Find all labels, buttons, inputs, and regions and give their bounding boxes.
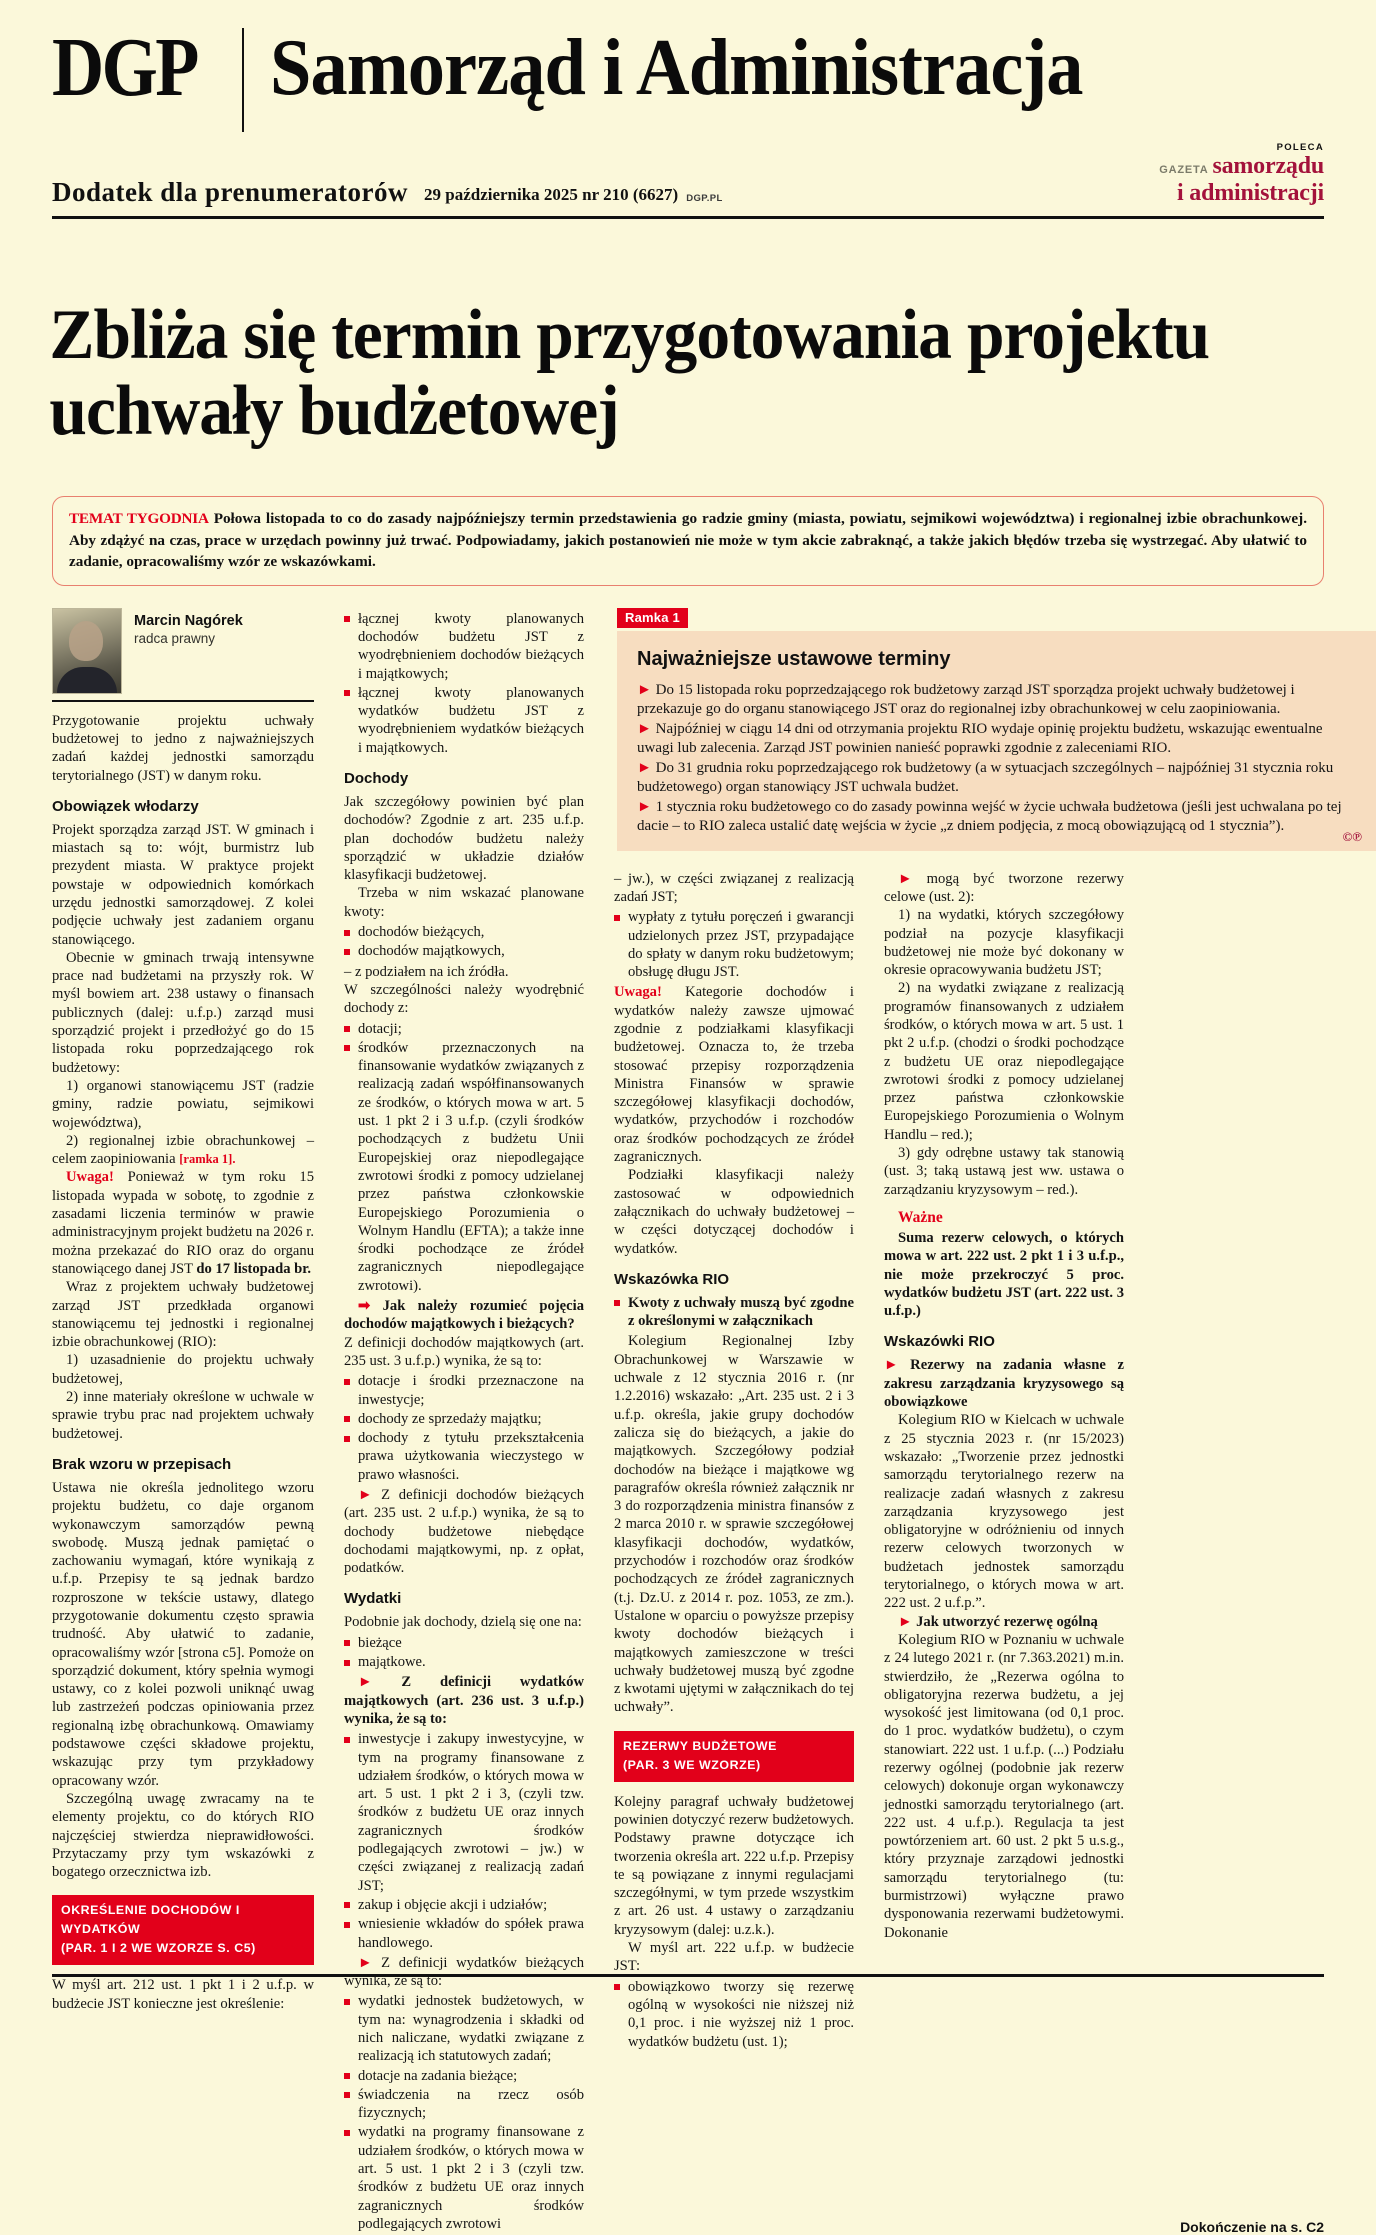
heading-dochody: Dochody bbox=[344, 770, 409, 787]
arrow-icon: ► bbox=[637, 759, 652, 776]
heading-wydatki: Wydatki bbox=[344, 1590, 402, 1608]
column-1 bbox=[52, 608, 314, 2235]
ramka-box bbox=[617, 631, 1376, 851]
arrow-icon: ► bbox=[884, 1357, 899, 1374]
heading-obowiazek: Obowiązek włodarzy bbox=[52, 797, 199, 815]
question-text: Jak należy rozumieć pojęcia dochodów majątkowych i bieżących? bbox=[344, 1298, 584, 1333]
paragraph-text: Z definicji wydatków bieżących wynika, że są to: bbox=[344, 1954, 584, 1990]
paragraph-text: Jak utworzyć rezerwę ogólną bbox=[916, 1613, 1098, 1630]
ramka-item bbox=[637, 798, 1356, 837]
ramka-item-text: Do 31 grudnia roku poprzedzającego rok budżetowy (a w sytuacjach szczególnych – najpóźniej 31 stycznia roku budżetowego) organ stanowiący JST uchwala budżet. bbox=[637, 759, 1334, 796]
paragraph: 2) na wydatki związane z realizacją programów finansowanych z udziałem środków, o których mowa w art. 5 ust. 1 pkt 2 u.f.p. (chodzi o środki pochodzące z budżetu UE oraz niepodlegające zwrotowi środki z pomocy udzielanej przez państwa członkowskie Europejskiego Porozumienia o Wolnym Handlu – red.); bbox=[884, 980, 1124, 1143]
column-4 bbox=[862, 608, 1124, 2235]
promo-gazeta-label: GAZETA bbox=[1159, 164, 1209, 176]
masthead-rule bbox=[52, 216, 1324, 219]
ramka-1 bbox=[617, 608, 1376, 851]
list-item: dochody z tytułu przekształcenia prawa użytkowania wieczystego w prawo własności. bbox=[344, 1429, 584, 1484]
paragraph: Kolegium RIO w Poznaniu w uchwale z 24 lutego 2021 r. (nr 7.363.2021) m.in. stwierdziło, że „Rezerwa ogólna to obligatoryjna rezerwa budżetu, a jej wysokość jest limitowana (od 0,1 proc. do 1 proc. wydatków budżetu), o czym stanowiart. 222 ust. 1 u.f.p. (...) Podziału rezerwy ogólnej (podobnie jak rezerw celowych) dokonuje organ wykonawczy jednostki samorządu terytorialnego (art. 222 ust. 4 u.f.p.). Regulacja ta jest powtórzeniem art. 60 ust. 2 pkt 5 u.s.g., który przyznaje zarządowi jednostki samorządu terytorialnego (tu: burmistrzowi) wyłączne prawo dysponowania rezerwami budżetowymi. Dokonanie bbox=[884, 1631, 1124, 1941]
paragraph bbox=[344, 1673, 584, 1728]
paragraph: W szczególności należy wyodrębnić dochody z: bbox=[344, 981, 584, 1017]
column-2 bbox=[322, 608, 584, 2235]
paragraph: Podobnie jak dochody, dzielą się one na: bbox=[344, 1614, 582, 1631]
paragraph: 1) uzasadnienie do projektu uchwały budżetowej, bbox=[52, 1352, 314, 1387]
paragraph: W myśl art. 212 ust. 1 pkt 1 i 2 u.f.p. w budżecie JST konieczne jest określenie: bbox=[52, 1977, 314, 2012]
paragraph: Kolejny paragraf uchwały budżetowej powinien dotyczyć rezerw budżetowych. Podstawy prawne dotyczące ich tworzenia określa art. 222 u.f.p. Przepisy te są powiązane z innymi regulacjami szczegółnymi, w tym przede wszystkim z art. 26 ust. 4 ustawy o zarządzaniu kryzysowym (dalej: u.z.k.). bbox=[614, 1793, 854, 1938]
deadline-emphasis: do 17 listopada br. bbox=[196, 1260, 312, 1277]
bullets-wydatki-biezace bbox=[344, 1992, 584, 2233]
arrow-icon: ► bbox=[358, 1674, 373, 1691]
author-rule bbox=[52, 700, 314, 702]
bullets-kwoty bbox=[344, 923, 584, 961]
list-item: środków przeznaczonych na finansowanie wydatków związanych z realizacją zadań współfinansowanych ze środków, o których mowa w art. 5 ust. 1 pkt 2 i 3 u.f.p. (czyli środków pochodzących z budżetu Unii Europejskiej oraz niepodlegające zwrotowi środki z pomocy udzielanej przez państwa członkowskie Europejskiego Porozumienia o Wolnym Handlu (EFTA); a także inne środki pochodzące ze źródeł zagranicznych niepodlegające zwrotowi). bbox=[344, 1039, 584, 1295]
list-item: Kwoty z uchwały muszą być zgodne z określonymi w załącznikach bbox=[614, 1294, 854, 1331]
paragraph: Trzeba w nim wskazać planowane kwoty: bbox=[344, 885, 584, 920]
paragraph bbox=[614, 983, 854, 1166]
list-item: świadczenia na rzecz osób fizycznych; bbox=[344, 2086, 584, 2123]
list-item: dochodów bieżących, bbox=[344, 923, 584, 941]
bottom-rule bbox=[52, 1974, 1324, 1977]
arrow-icon: ► bbox=[358, 1486, 373, 1503]
paragraph: 2) inne materiały określone w uchwale w sprawie trybu prac nad projektem uchwały budżetowej. bbox=[52, 1389, 314, 1442]
list-item: wniesienie wkładów do spółek prawa handlowego. bbox=[344, 1915, 584, 1952]
author-block bbox=[52, 608, 314, 700]
paragraph: Obecnie w gminach trwają intensywne prace nad budżetami na przyszły rok. W myśl bowiem art. 238 ustawy o finansach publicznych (dalej: u.f.p.) zarząd musi sporządzić projekt i przedłożyć go do 15 listopada roku poprzedzającego rok budżetowy: bbox=[52, 949, 314, 1076]
list-item: wypłaty z tytułu poręczeń i gwarancji udzielonych przez JST, przypadające do spłaty w danym roku budżetowym; obsługę długu JST. bbox=[614, 908, 854, 981]
promo-title-line1 bbox=[1159, 153, 1324, 181]
paragraph: Ustawa nie określa jednolitego wzoru projektu budżetu, co daje organom wykonawczym samorządów pewną swobodę. Muszą jednak pamiętać o zachowaniu wymagań, które wynikają z u.f.p. Przepisy te są jednak bardzo rozproszone w tekście ustawy, dlatego przygotowanie dokumentu często sprawia trudność. Aby ułatwić to zadanie, opracowaliśmy wzór [strona c5]. Pomoże on sporządzić dokument, który spełnia wymogi ustawy, co z kolei pozwoli uniknąć uwag lub zastrzeżeń podczas opiniowania przez regionalną izbę obrachunkową. Omawiamy podstawowe części składowe projektu, wskazując przy tym przykładowy opracowany wzór. bbox=[52, 1479, 314, 1789]
bullets-top bbox=[344, 610, 584, 757]
ramka-item bbox=[637, 681, 1356, 720]
paragraph-text: mogą być tworzone rezerwy celowe (ust. 2): bbox=[884, 870, 1124, 905]
ramka-reference: [ramka 1]. bbox=[179, 1152, 236, 1167]
paragraph: 3) gdy odrębne ustawy tak stanowią (ust. 3; taką ustawą jest ww. ustawa o zarządzaniu kryzysowym – red.). bbox=[884, 1145, 1124, 1198]
bullets-wydatki-majatkowe bbox=[344, 1730, 584, 1952]
heading-wskazowka-rio: Wskazówka RIO bbox=[614, 1270, 730, 1288]
author-photo bbox=[52, 608, 122, 694]
list-item: dotacje i środki przeznaczone na inwestycje; bbox=[344, 1372, 584, 1409]
paragraph: Z definicji dochodów majątkowych (art. 235 ust. 3 u.f.p.) wynika, że są to: bbox=[344, 1334, 584, 1369]
list-item: majątkowe. bbox=[344, 1653, 584, 1671]
article-columns bbox=[52, 608, 1362, 2235]
banner-line1: OKREŚLENIE DOCHODÓW I WYDATKÓW bbox=[61, 1903, 240, 1937]
lead-tag: TEMAT TYGODNIA bbox=[69, 510, 209, 528]
banner-line2: (PAR. 1 I 2 WE WZORZE S. C5) bbox=[61, 1941, 256, 1956]
promo-block bbox=[1159, 142, 1324, 206]
paragraph bbox=[344, 1954, 584, 1991]
banner-line1: REZERWY BUDŻETOWE bbox=[623, 1738, 777, 1753]
wazne-text: Suma rezerw celowych, o których mowa w art. 222 ust. 2 pkt 1 i 3 u.f.p., nie może przekroczyć 5 proc. wydatków budżetu JST (art. 222 ust. 3 u.f.p.) bbox=[884, 1229, 1124, 1320]
paragraph: Wraz z projektem uchwały budżetowej zarząd JST przedkłada organowi stanowiącemu tej jednostki i regionalnej izbie obrachunkowej (RIO): bbox=[52, 1279, 314, 1351]
uwaga-label: Uwaga! bbox=[614, 984, 662, 1001]
paragraph-text: Kategorie dochodów i wydatków należy zawsze ujmować zgodnie z podziałkami klasyfikacji budżetowej. Oznacza to, że trzeba stosować przepisy rozporządzenia Ministra Finansów w sprawie szczegółowej klasyfikacji dochodów, wydatków, przychodów i rozchodów oraz środków pochodzących ze źródeł zagranicznych. bbox=[614, 984, 854, 1166]
arrow-icon: ➡ bbox=[358, 1298, 371, 1315]
bullets-kwoty-zgodne bbox=[614, 1294, 854, 1331]
list-item: wydatki na programy finansowane z udziałem środków, o których mowa w art. 5 ust. 1 pkt 2 i 3 (czyli tzw. środków z budżetu UE oraz innych zagranicznych środków podlegających zwrotowi bbox=[344, 2123, 584, 2233]
ramka-title: Najważniejsze ustawowe terminy bbox=[637, 647, 951, 670]
ramka-item-text: Do 15 listopada roku poprzedzającego rok budżetowy zarząd JST sporządza projekt uchwały budżetowej i przekazuje go do organu stanowiącego JST oraz do regionalnej izby obrachunkowej w celu zaopiniowania. bbox=[637, 681, 1295, 718]
masthead-title: Samorząd i Administracja bbox=[270, 24, 1083, 112]
promo-kicker: POLECA bbox=[1276, 142, 1324, 153]
bullets-wydatki bbox=[344, 1634, 584, 1672]
ramka-item bbox=[637, 759, 1356, 798]
ramka-item-text: Najpóźniej w ciągu 14 dni od otrzymania projektu RIO wydaje opinię projektu budżetu, wskazując ewentualne uwagi lub zalecenia. Zarząd JST powinien nanieść poprawki zgodnie z zaleceniami RIO. bbox=[637, 720, 1323, 757]
paragraph bbox=[884, 1356, 1124, 1411]
paragraph: Szczególną uwagę zwracamy na te elementy projektu, co do których RIO najczęściej stwierdza nieprawidłowości. Przytaczamy przy tym wskazówki z bogatego orzecznictwa izb. bbox=[52, 1790, 314, 1881]
paragraph: – z podziałem na ich źródła. bbox=[344, 963, 509, 980]
paragraph: Jak szczegółowy powinien być plan dochodów? Zgodnie z art. 235 u.f.p. plan dochodów budżetu należy sporządzić w układzie działów klasyfikacji budżetowej. bbox=[344, 794, 584, 884]
list-item: bieżące bbox=[344, 1634, 584, 1652]
arrow-icon: ► bbox=[898, 1613, 913, 1630]
wazne-label: Ważne bbox=[898, 1208, 943, 1226]
lead-text: Połowa listopada to co do zasady najpóźniejszy termin przedstawienia go radzie gminy (miasta, powiatu, sejmikowi województwa) i regionalnej izbie obrachunkowej. Aby zdążyć na czas, prace w urzędach powinny już trwać. Podpowiadamy, jakich postanowień nie może w tym akcie zabraknąć, a także jakich błędów trzeba się wystrzegać. Aby ułatwić to zadanie, opracowaliśmy wzór ze wskazówkami. bbox=[69, 510, 1307, 571]
dgp-logo: DGP bbox=[52, 21, 197, 114]
paragraph bbox=[52, 1132, 314, 1169]
paragraph: W myśl art. 222 u.f.p. w budżecie JST: bbox=[614, 1940, 854, 1975]
promo-samorzadu: samorządu bbox=[1212, 153, 1324, 179]
issue-date: 29 października 2025 nr 210 (6627) bbox=[423, 185, 679, 204]
paragraph-text: Ponieważ w tym roku 15 listopada wypada w sobotę, to zgodnie z zasadami liczenia terminów w prawie administracyjnym projekt budżetu na 2026 r. można przekazać do RIO oraz do organu stanowiącego danej JST bbox=[52, 1169, 314, 1277]
masthead-subrow bbox=[0, 136, 1376, 208]
question-jak-rozumiec bbox=[344, 1297, 584, 1334]
bullets-majatkowe bbox=[344, 1372, 584, 1484]
bullets-wyplaty bbox=[614, 908, 854, 981]
author-role: radca prawny bbox=[134, 630, 216, 646]
list-item: dochodów majątkowych, bbox=[344, 942, 584, 960]
site-url: DGP.PL bbox=[686, 193, 723, 204]
column-3 bbox=[592, 608, 854, 2235]
arrow-icon: ► bbox=[898, 870, 913, 887]
paragraph-text: Z definicji wydatków majątkowych (art. 236 ust. 3 u.f.p.) wynika, że są to: bbox=[344, 1674, 584, 1727]
copyright-mark: ©℗ bbox=[1342, 828, 1362, 844]
heading-brak-wzoru: Brak wzoru w przepisach bbox=[52, 1455, 232, 1473]
uwaga-label: Uwaga! bbox=[66, 1169, 114, 1186]
paragraph: 1) na wydatki, których szczegółowy podział na pozycje klasyfikacji budżetowej nie może być dokonany w okresie opracowywania budżetu JST; bbox=[884, 907, 1124, 979]
bullets-dochody bbox=[344, 1020, 584, 1295]
lead-paragraph bbox=[69, 508, 1307, 573]
author-name: Marcin Nagórek bbox=[134, 612, 243, 629]
list-item: łącznej kwoty planowanych wydatków budżetu JST z wyodrębnieniem wydatków bieżących i majątkowych. bbox=[344, 684, 584, 757]
list-item: dochody ze sprzedaży majątku; bbox=[344, 1410, 584, 1428]
ramka-tag: Ramka 1 bbox=[617, 608, 688, 628]
intro-paragraph: Przygotowanie projektu uchwały budżetowej to jedno z najważniejszych zadań każdej jednostki samorządu terytorialnego (JST) w danym roku. bbox=[52, 712, 314, 784]
arrow-icon: ► bbox=[358, 1954, 373, 1971]
arrow-icon: ► bbox=[637, 681, 652, 698]
paragraph: Projekt sporządza zarząd JST. W gminach i miastach są to: wójt, burmistrz lub prezydent miasta. W praktyce projekt powstaje w odpowiednich komórkach urzędu jednostki samorządowej. Z kolei podjęcie uchwały jest zadaniem organu stanowiącego. bbox=[52, 821, 314, 948]
paragraph-text: 2) regionalnej izbie obrachunkowej – celem zaopiniowania bbox=[52, 1132, 314, 1168]
paragraph: Kolegium Regionalnej Izby Obrachunkowej w Warszawie w uchwale z 12 stycznia 2016 r. (nr 1.2.2016) wskazało: „Art. 235 ust. 2 i 3 u.f.p. określa, jakie grupy dochodów zalicza się do bieżących, a jakie do majątkowych. Szczegółowy podział dochodów na bieżące i majątkowe wg paragrafów określa również załącznik nr 3 do rozporządzenia ministra finansów z 2 marca 2010 r. w sprawie szczegółowej klasyfikacji dochodów, wydatków, przychodów i rozchodów oraz środków pochodzących ze źródeł zagranicznych (t.j. Dz.U. z 2014 r. poz. 1053, ze zm.). Ustalone w oparciu o powyższe przepisy kwoty dochodów bieżących i majątkowych zamieszczone w treści uchwały budżetowej muszą być zgodne z kwotami ujętymi w załącznikach do tej uchwały”. bbox=[614, 1333, 854, 1716]
lead-box bbox=[52, 496, 1324, 586]
page-title: Zbliża się termin przygotowania projektu uchwały budżetowej bbox=[49, 295, 1210, 450]
paragraph: Kolegium RIO w Kielcach w uchwale z 25 stycznia 2023 r. (nr 15/2023) wskazało: „Tworzenie przez jednostki samorządu terytorialnego rezerw na realizacje zadań własnych z zakresu zarządzania kryzysowego jest obligatoryjne w odróżnieniu od innych rezerw celowych tworzonych w budżetach jednostek samorządu terytorialnego, o których mowa w art. 222 ust. 2 u.f.p.”. bbox=[884, 1412, 1124, 1612]
list-item: zakup i objęcie akcji i udziałów; bbox=[344, 1896, 584, 1914]
arrow-icon: ► bbox=[637, 720, 652, 737]
paragraph-text: Z definicji dochodów bieżących (art. 235 ust. 2 u.f.p.) wynika, że są to dochody budżetowe niebędące dochodami majątkowymi, np. z opłat, podatków. bbox=[344, 1486, 584, 1577]
list-item: wydatki jednostek budżetowych, w tym na: wynagrodzenia i składki od nich naliczane, wydatki związane z realizacją ich statutowych zadań; bbox=[344, 1992, 584, 2065]
list-item: dotacji; bbox=[344, 1020, 584, 1038]
paragraph-text: Rezerwy na zadania własne z zakresu zarządzania kryzysowego są obowiązkowe bbox=[884, 1357, 1124, 1411]
list-item: obowiązkowo tworzy się rezerwę ogólną w wysokości nie niższej niż 0,1 proc. i nie wyższej niż 1 proc. wydatków budżetu (ust. 1); bbox=[614, 1978, 854, 2051]
banner-line2: (PAR. 3 WE WZORZE) bbox=[623, 1757, 761, 1772]
banner-okreslenie bbox=[52, 1895, 314, 1965]
list-item: łącznej kwoty planowanych dochodów budżetu JST z wyodrębnieniem dochodów bieżących i majątkowych; bbox=[344, 610, 584, 683]
paragraph: Podziałki klasyfikacji należy zastosować w odpowiednich załącznikach do uchwały budżetowej – w części dotyczącej dochodów i wydatków. bbox=[614, 1167, 854, 1257]
paragraph bbox=[884, 1613, 1124, 1631]
paragraph: – jw.), w części związanej z realizacją zadań JST; bbox=[614, 870, 854, 905]
ramka-item bbox=[637, 720, 1356, 759]
paragraph bbox=[344, 1486, 584, 1577]
banner-rezerwy bbox=[614, 1731, 854, 1782]
bullets-rezerwa-ogolna bbox=[614, 1978, 854, 2051]
ramka-item-text: 1 stycznia roku budżetowego co do zasady powinna wejść w życie uchwała budżetowa (jeśli jest uchwalana po tej dacie – to RIO zaleca ustalić datę wejścia w życie „z dniem podjęcia, z mocą obowiązującą od 1 stycznia”). bbox=[637, 798, 1342, 835]
arrow-icon: ► bbox=[637, 798, 652, 815]
paragraph bbox=[52, 1168, 314, 1278]
continuation-note: Dokończenie na s. C2 bbox=[1180, 2219, 1324, 2235]
paragraph bbox=[884, 870, 1124, 907]
paragraph: 1) organowi stanowiącemu JST (radzie gminy, radzie powiatu, sejmikowi województwa), bbox=[52, 1077, 314, 1131]
masthead-divider bbox=[242, 28, 244, 132]
promo-administracji: i administracji bbox=[1177, 180, 1324, 206]
masthead bbox=[0, 0, 1376, 136]
list-item: dotacje na zadania bieżące; bbox=[344, 2067, 584, 2085]
list-item: inwestycje i zakupy inwestycyjne, w tym na programy finansowane z udziałem środków, o których mowa w art. 5 ust. 1 pkt 2 i 3, (czyli tzw. środków z budżetu UE oraz innych zagranicznych środków podlegających zwrotowi – jw.) w części związanej z realizacją zadań JST; bbox=[344, 1730, 584, 1895]
supplement-label: Dodatek dla prenumeratorów bbox=[52, 177, 408, 207]
heading-wskazowki-rio: Wskazówki RIO bbox=[884, 1333, 995, 1351]
